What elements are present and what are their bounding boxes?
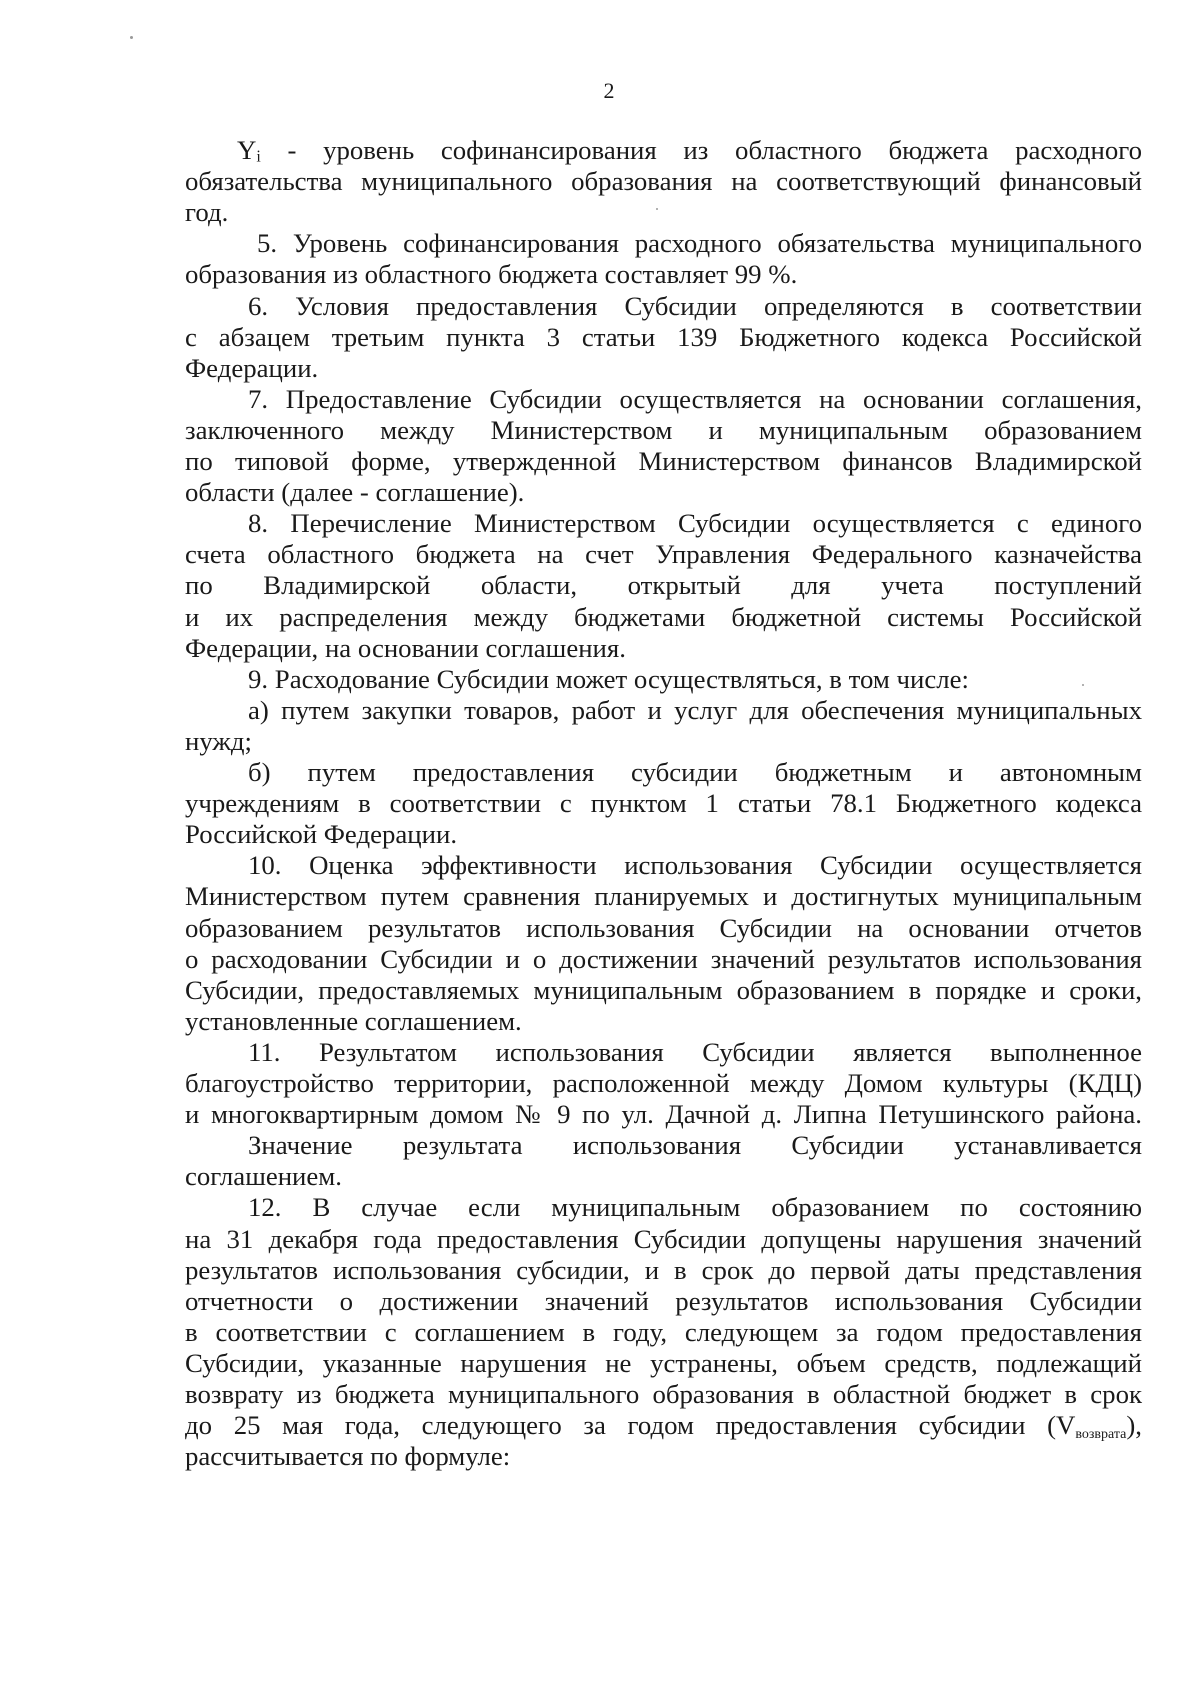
text-line: обязательства муниципального образования на соответствующий финансовый (185, 166, 1142, 197)
text-line: Федерации, на основании соглашения. (185, 632, 626, 663)
subscript: возврата (1075, 1427, 1127, 1443)
text-line: по Владимирской области, открытый для учета поступлений (185, 570, 1142, 601)
text-line: Российской Федерации. (185, 819, 458, 850)
text-line: возврату из бюджета муниципального образования в областной бюджет в срок (185, 1379, 1142, 1409)
text-line: и многоквартирным домом № 9 по ул. Дачной д. Липна Петушинского района. (185, 1099, 1142, 1130)
text-line: 9. Расходование Субсидии может осуществляться, в том числе: (248, 663, 969, 694)
text-line: на 31 декабря года предоставления Субсидии допущены нарушения значений (185, 1223, 1142, 1254)
text-line: 6. Условия предоставления Субсидии определяются в соответствии (248, 290, 1142, 321)
text-line: Федерации. (185, 352, 319, 383)
text-line: и их распределения между бюджетами бюджетной системы Российской (185, 601, 1142, 632)
text-line: в соответствии с соглашением в году, следующем за годом предоставления (185, 1316, 1142, 1347)
text-line: б) путем предоставления субсидии бюджетным и автономным (248, 757, 1142, 787)
text-line: 10. Оценка эффективности использования Субсидии осуществляется (248, 850, 1142, 881)
text-line: отчетности о достижении значений результатов использования Субсидии (185, 1285, 1142, 1316)
text-line: образования из областного бюджета составляет 99 %. (185, 259, 798, 290)
text-line: 8. Перечисление Министерством Субсидии осуществляется с единого (248, 508, 1142, 539)
page-number: 2 (603, 78, 615, 103)
text-line: Субсидии, предоставляемых муниципальным образованием в порядке и сроки, (185, 974, 1142, 1005)
text-line-main: до 25 мая года, следующего за годом предоставления субсидии (185, 1410, 1048, 1441)
text-line: по типовой форме, утвержденной Министерством финансов Владимирской (185, 446, 1142, 476)
text-line: 5. Уровень софинансирования расходного обязательства муниципального (257, 228, 1142, 259)
text-line: установленные соглашением. (185, 1005, 522, 1036)
text-line: о расходовании Субсидии и о достижении значений результатов использования (185, 943, 1142, 974)
v-return-symbol (1047, 1410, 1142, 1443)
scan-speck (130, 36, 133, 39)
text-line: результатов использования субсидии, и в срок до первой даты представления (185, 1254, 1142, 1285)
text-line: Субсидии, указанные нарушения не устранены, объем средств, подлежащий (185, 1347, 1142, 1378)
text-line: с абзацем третьим пункта 3 статьи 139 Бюджетного кодекса Российской (185, 321, 1142, 352)
text-line: Значение результата использования Субсидии устанавливается (248, 1130, 1142, 1161)
text-fragment: (V (1047, 1410, 1076, 1441)
text-line: Министерством путем сравнения планируемых и достигнутых муниципальным (185, 881, 1142, 912)
text-line: 12. В случае если муниципальным образованием по состоянию (248, 1192, 1142, 1223)
text-line: области (далее - соглашение). (185, 477, 525, 508)
text-line: 11. Результатом использования Субсидии является выполненное (248, 1036, 1142, 1067)
text-line: рассчитывается по формуле: (185, 1441, 511, 1472)
text-line: а) путем закупки товаров, работ и услуг для обеспечения муниципальных (248, 694, 1142, 725)
text-line: нужд; (185, 725, 252, 756)
text-line-tail: ), (1126, 1410, 1142, 1441)
text-line: год. (185, 197, 229, 228)
text-line: учреждениям в соответствии с пунктом 1 статьи 78.1 Бюджетного кодекса (185, 788, 1142, 819)
text-line: 7. Предоставление Субсидии осуществляется на основании соглашения, (248, 383, 1142, 414)
text-line: счета областного бюджета на счет Управления Федерального казначейства (185, 539, 1142, 570)
text-line: Yᵢ - уровень софинансирования из областного бюджета расходного (237, 135, 1142, 165)
text-line: заключенного между Министерством и муниципальным образованием (185, 414, 1142, 445)
text-line: благоустройство территории, расположенной между Домом культуры (КДЦ) (185, 1068, 1142, 1098)
text-line: соглашением. (185, 1161, 342, 1192)
text-line: образованием результатов использования Субсидии на основании отчетов (185, 912, 1142, 943)
